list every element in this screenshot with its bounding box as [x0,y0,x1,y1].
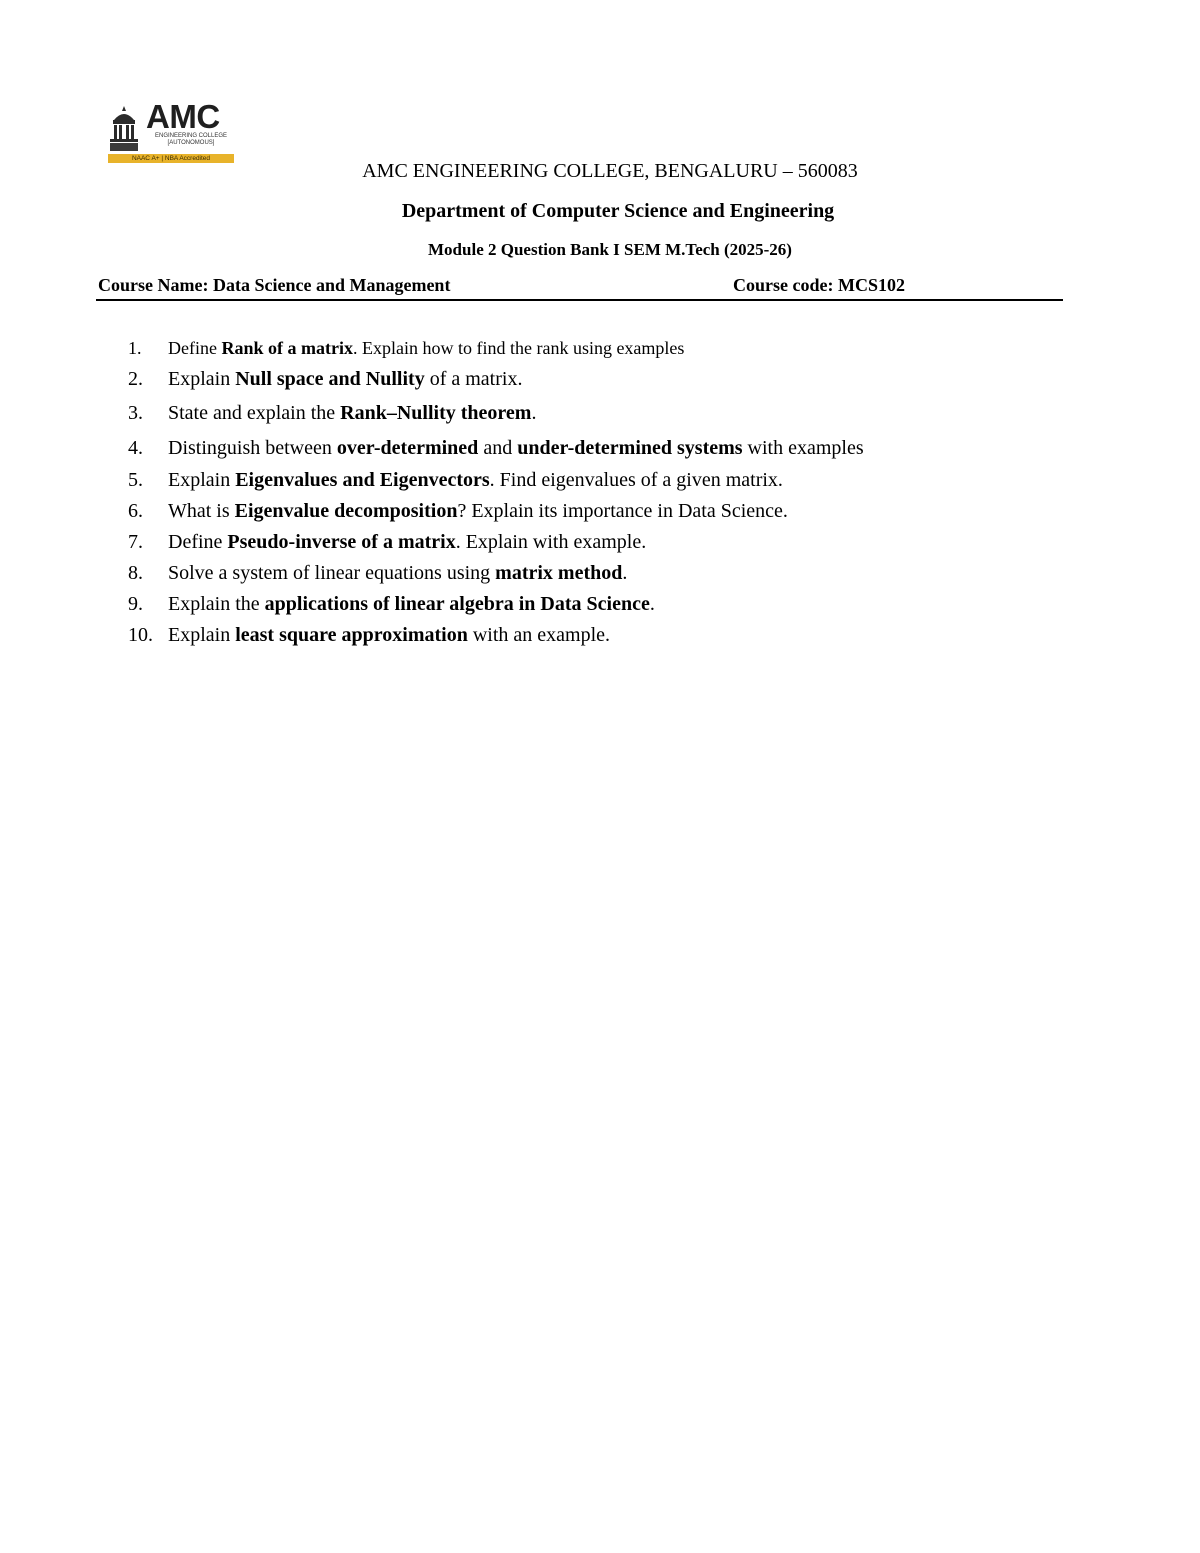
college-emblem-icon [106,104,142,154]
question-item [128,465,1088,496]
question-number: 4. [128,437,143,459]
question-number: 2. [128,368,143,390]
question-number: 10. [128,624,153,646]
logo-subtitle: ENGINEERING COLLEGE [AUTONOMOUS] [154,133,228,146]
course-name: Course Name: Data Science and Management [98,275,451,295]
question-number: 6. [128,500,143,522]
question-text: Define Rank of a matrix. Explain how to find the rank using examples [168,338,685,358]
question-item [128,589,1088,620]
question-item [128,431,1088,465]
question-number: 9. [128,593,143,615]
question-item [128,496,1088,527]
question-item [128,395,1088,431]
question-text: Explain least square approximation with an example. [168,624,611,646]
question-item [128,558,1088,589]
question-list [128,333,1088,651]
question-text: Define Pseudo-inverse of a matrix. Explain with example. [168,531,647,553]
question-number: 5. [128,469,143,491]
question-text: State and explain the Rank–Nullity theorem. [168,402,537,424]
question-text: Distinguish between over-determined and under-determined systems with examples [168,437,864,459]
question-item [128,527,1088,558]
college-title: AMC ENGINEERING COLLEGE, BENGALURU – 560083 [362,160,858,182]
question-text: Explain Eigenvalues and Eigenvectors. Find eigenvalues of a given matrix. [168,469,783,491]
question-item [128,620,1088,651]
logo-wordmark: AMC [146,98,220,135]
question-item [128,364,1088,395]
logo-accreditation-banner: NAAC A+ | NBA Accredited [108,154,234,163]
question-item [128,333,1088,364]
college-logo [106,98,232,164]
question-text: Explain Null space and Nullity of a matrix. [168,368,523,390]
question-text: Solve a system of linear equations using matrix method. [168,562,628,584]
question-number: 7. [128,531,143,553]
course-code: Course code: MCS102 [733,275,905,295]
course-info-row [96,275,1063,301]
question-number: 1. [128,338,142,358]
question-number: 3. [128,402,143,424]
question-number: 8. [128,562,143,584]
department-title: Department of Computer Science and Engineering [401,200,835,222]
question-bank-title: Module 2 Question Bank I SEM M.Tech (2025-26) [428,240,792,259]
question-text: Explain the applications of linear algebra in Data Science. [168,593,655,615]
question-text: What is Eigenvalue decomposition? Explain its importance in Data Science. [168,500,788,522]
